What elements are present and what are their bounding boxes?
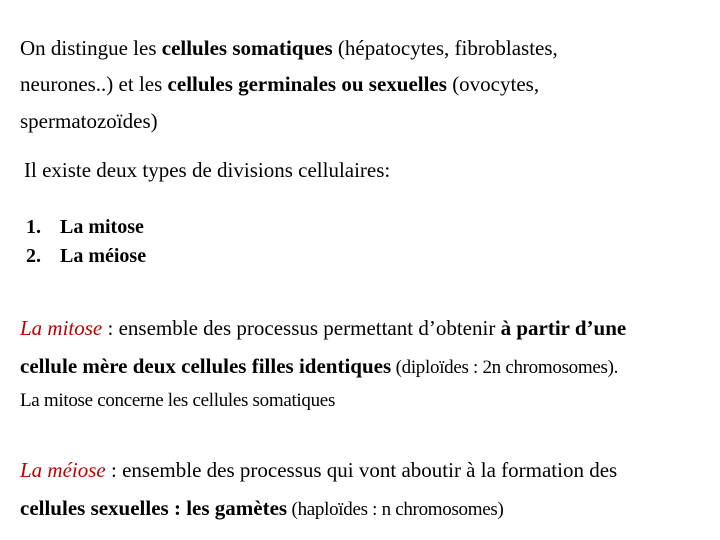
intro-text: On distingue les <box>20 36 162 60</box>
definition-emphasis: à partir d’une <box>500 316 627 340</box>
mitose-line-1 <box>20 316 626 340</box>
list-item-mitose <box>26 215 144 239</box>
types-heading <box>24 158 390 182</box>
meiose-line-2 <box>20 496 503 522</box>
list-label: La méiose <box>60 245 147 267</box>
intro-text: neurones..) et les <box>20 72 168 96</box>
term-meiose: La méiose <box>20 458 106 482</box>
intro-line-1 <box>20 36 558 60</box>
definition-text: (diploïdes : 2n chromosomes). <box>391 357 619 378</box>
types-heading-text: Il existe deux types de divisions cellulaires: <box>24 158 391 182</box>
definition-emphasis: cellule mère deux cellules filles identiques <box>20 354 392 378</box>
term-somatic-cells: cellules somatiques <box>161 36 333 60</box>
intro-line-3 <box>20 109 158 133</box>
definition-text: La mitose concerne les cellules somatiques <box>20 390 336 411</box>
term-germ-cells: cellules germinales ou sexuelles <box>167 72 447 96</box>
intro-line-2 <box>20 72 539 96</box>
list-number: 2. <box>26 245 41 267</box>
definition-text: (haploïdes : n chromosomes) <box>287 499 504 520</box>
mitose-line-3 <box>20 389 335 413</box>
intro-text: spermatozoïdes) <box>20 109 158 133</box>
intro-text: (hépatocytes, fibroblastes, <box>332 36 558 60</box>
intro-text: (ovocytes, <box>446 72 540 96</box>
list-label: La mitose <box>60 216 144 238</box>
term-mitose: La mitose <box>20 316 103 340</box>
definition-emphasis: cellules sexuelles : les gamètes <box>20 496 288 520</box>
definition-text: : ensemble des processus permettant d’obtenir <box>102 316 501 340</box>
list-item-meiose <box>26 244 146 268</box>
mitose-line-2 <box>20 354 618 380</box>
list-number: 1. <box>26 216 41 238</box>
meiose-line-1 <box>20 458 617 482</box>
definition-text: : ensemble des processus qui vont aboutir à la formation des <box>105 458 618 482</box>
